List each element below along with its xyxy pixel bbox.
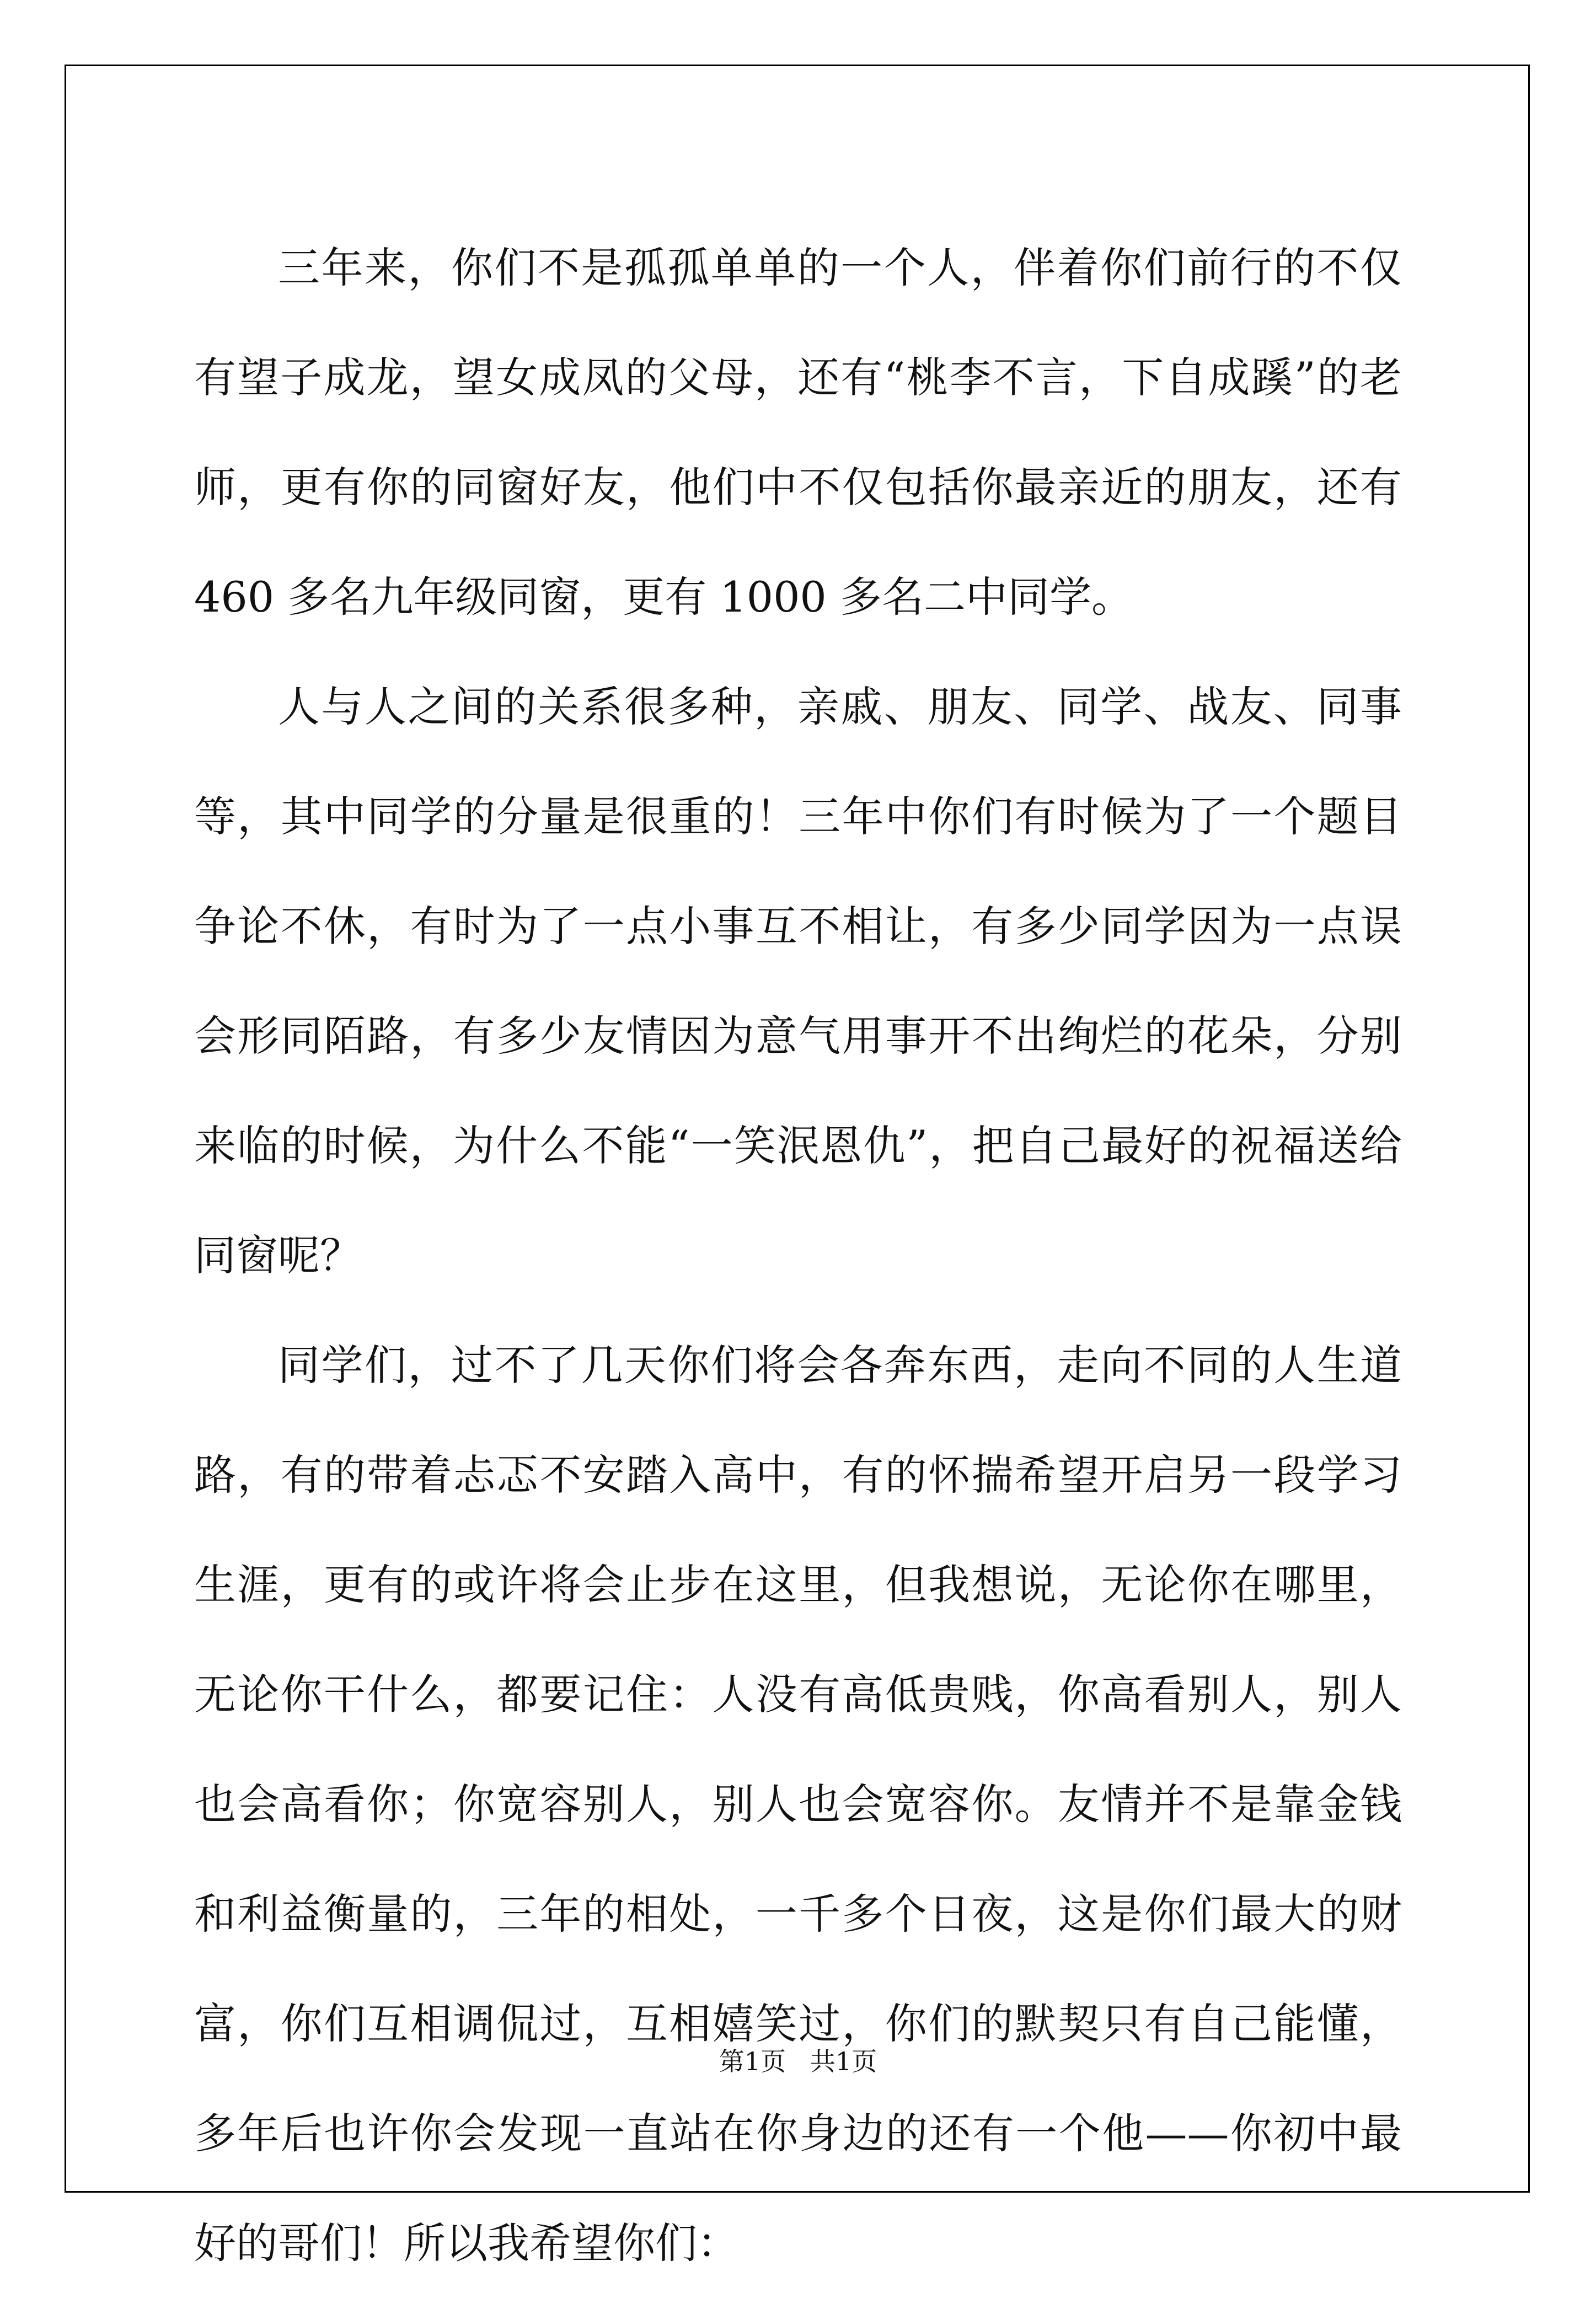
document-body <box>194 213 1416 2298</box>
page-number-footer: 第1页 共1页 <box>719 2047 877 2076</box>
paragraph-2: 人与人之间的关系很多种，亲戚、朋友、同学、战友、同事等，其中同学的分量是很重的！三年中你们有时候为了一个题目争论不休，有时为了一点小事互不相让，有多少同学因为一点误会形同陌路，有多少友情因为意气用事开不出绚烂的花朵，分别来临的时候，为什么不能“一笑泯恩仇”，把自己最好的祝福送给同窗呢？ <box>194 682 1402 1280</box>
paragraph-3: 同学们，过不了几天你们将会各奔东西，走向不同的人生道路，有的带着忐忑不安踏入高中，有的怀揣希望开启另一段学习生涯，更有的或许将会止步在这里，但我想说，无论你在哪里，无论你干什么，都要记住：人没有高低贵贱，你高看别人，别人也会高看你；你宽容别人，别人也会宽容你。友情并不是靠金钱和利益衡量的，三年的相处，一千多个日夜，这是你们最大的财富，你们互相调侃过，互相嬉笑过，你们的默契只有自己能懂，多年后也许你会发现一直站在你身边的还有一个他——你初中最好的哥们！所以我希望你们： <box>194 1341 1402 2268</box>
paragraph-1: 三年来，你们不是孤孤单单的一个人，伴着你们前行的不仅有望子成龙，望女成凤的父母，还有“桃李不言，下自成蹊”的老师，更有你的同窗好友，他们中不仅包括你最亲近的朋友，还有 460 多名九年级同窗，更有 1000 多名二中同学。 <box>194 243 1416 622</box>
